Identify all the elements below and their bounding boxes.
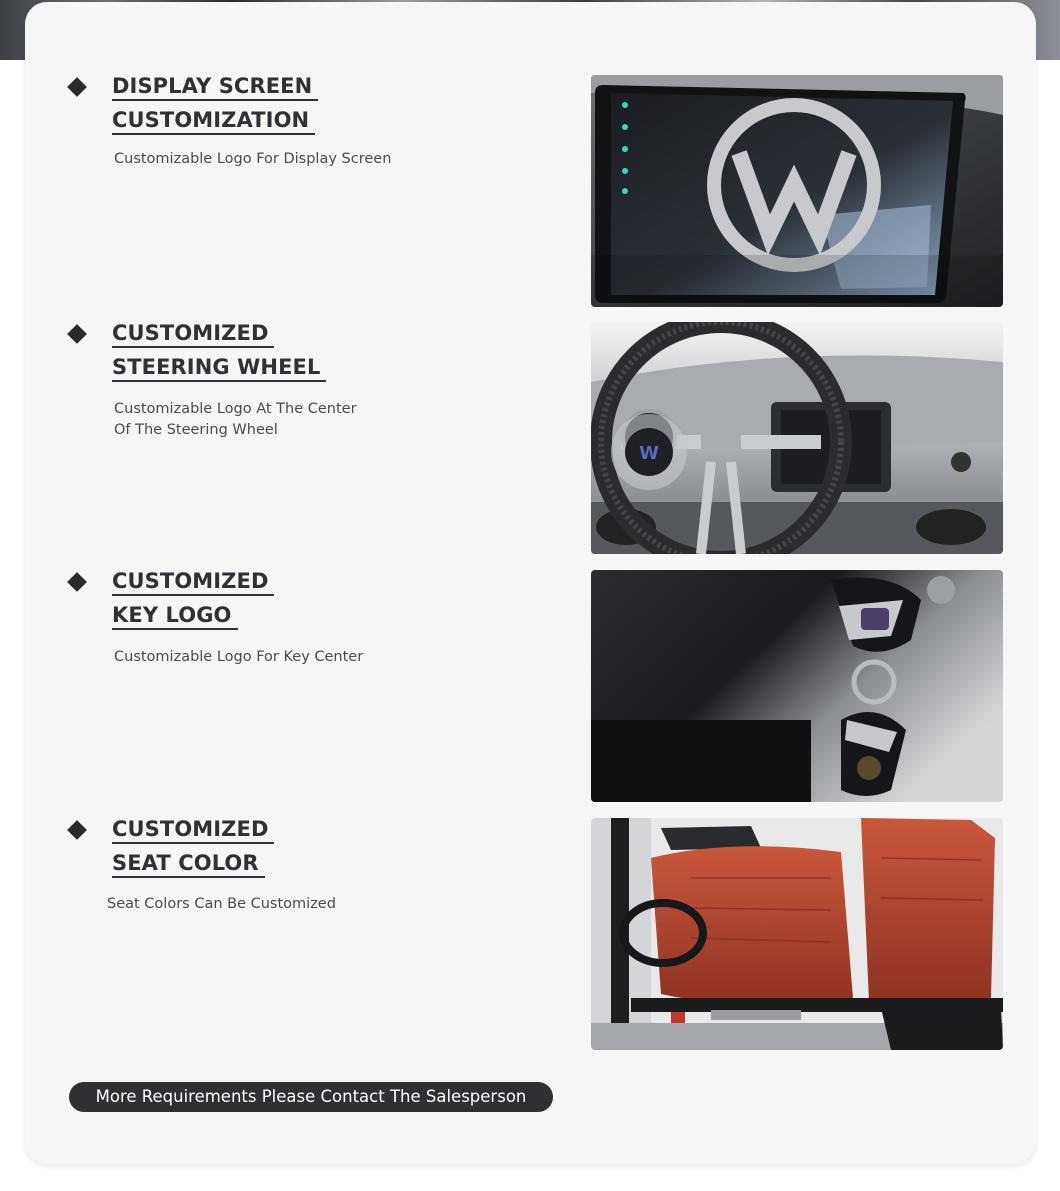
heading-line-2: SEAT COLOR bbox=[112, 850, 265, 878]
section-seat-color bbox=[25, 818, 1036, 1050]
section-description: Customizable Logo For Key Center bbox=[114, 649, 364, 665]
section-steering-wheel bbox=[25, 322, 1036, 554]
heading-line-2: STEERING WHEEL bbox=[112, 354, 326, 382]
heading-line-1: DISPLAY SCREEN bbox=[112, 73, 318, 101]
section-description: Customizable Logo At The Center Of The Steering Wheel bbox=[114, 401, 357, 438]
diamond-bullet-icon bbox=[67, 572, 87, 592]
section-description: Customizable Logo For Display Screen bbox=[114, 151, 392, 167]
section-description: Seat Colors Can Be Customized bbox=[107, 896, 336, 912]
svg-text:W: W bbox=[639, 443, 659, 464]
diamond-bullet-icon bbox=[67, 820, 87, 840]
contact-salesperson-button[interactable]: More Requirements Please Contact The Salesperson bbox=[69, 1082, 553, 1112]
heading-line-2: CUSTOMIZATION bbox=[112, 107, 315, 135]
diamond-bullet-icon bbox=[67, 77, 87, 97]
heading-line-1: CUSTOMIZED bbox=[112, 816, 274, 844]
section-key-logo bbox=[25, 570, 1036, 802]
customization-card bbox=[25, 2, 1036, 1164]
diamond-bullet-icon bbox=[67, 324, 87, 344]
heading-line-1: CUSTOMIZED bbox=[112, 568, 274, 596]
key-logo-photo bbox=[591, 570, 1003, 802]
section-heading bbox=[112, 71, 318, 139]
section-heading bbox=[112, 318, 326, 386]
steering-wheel-photo bbox=[591, 322, 1003, 554]
section-display-screen bbox=[25, 75, 1036, 307]
heading-line-1: CUSTOMIZED bbox=[112, 320, 274, 348]
heading-line-2: KEY LOGO bbox=[112, 602, 238, 630]
section-heading bbox=[112, 566, 274, 634]
section-heading bbox=[112, 814, 274, 882]
display-screen-photo bbox=[591, 75, 1003, 307]
seat-color-photo bbox=[591, 818, 1003, 1050]
